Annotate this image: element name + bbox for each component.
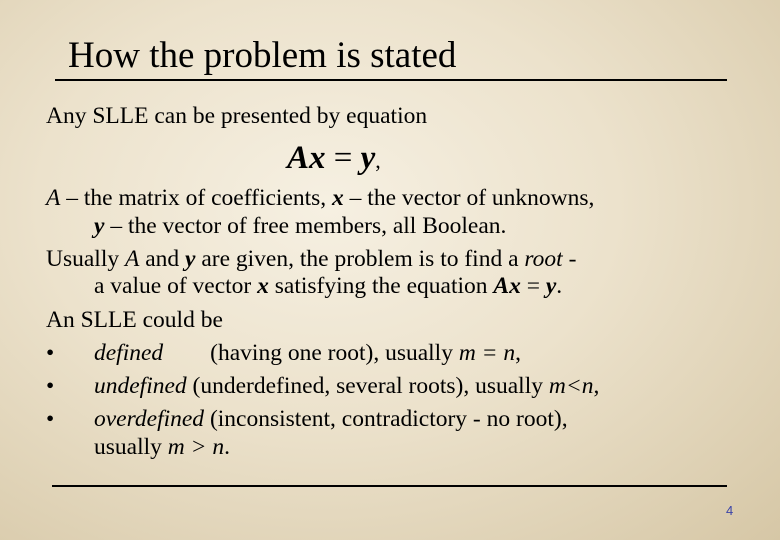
var-a: A	[46, 185, 61, 211]
usual-eq-ax: Ax	[493, 273, 521, 299]
slide-title: How the problem is stated	[68, 35, 457, 76]
usual-eq-mid: =	[520, 273, 546, 299]
usual-line-2	[94, 272, 562, 300]
usual-p1: Usually	[46, 246, 125, 272]
overdefined-condition-line	[94, 433, 230, 461]
equation-operator: =	[325, 140, 361, 176]
bullet-desc: (having one root), usually	[210, 340, 459, 366]
usual-var-y: y	[185, 246, 196, 272]
intro-text: Any SLLE can be presented by equation	[46, 103, 428, 129]
usual-p4: -	[562, 246, 577, 272]
root-word: root	[524, 246, 563, 272]
bullet-term: defined	[94, 340, 164, 366]
bullet-desc: (underdefined, several roots), usually	[192, 373, 549, 399]
page-number: 4	[726, 503, 734, 518]
usual-var-x: x	[257, 273, 269, 299]
equation-rhs: y	[360, 140, 376, 176]
usual-line-1	[46, 245, 576, 273]
var-x: x	[332, 185, 344, 211]
bullet-item-undefined	[94, 372, 599, 400]
equation-lhs: Ax	[287, 140, 326, 176]
bullet-item-defined	[94, 339, 521, 367]
bullet-condition: m = n	[458, 340, 516, 366]
could-be-text: An SLLE could be	[46, 307, 223, 333]
def-x-text: – the vector of unknowns,	[343, 185, 595, 211]
usual-p2: and	[139, 246, 186, 272]
bullet-term: overdefined	[94, 406, 205, 432]
intro-line	[46, 102, 427, 130]
usual-p7: .	[556, 273, 563, 299]
main-equation	[287, 138, 381, 181]
var-y: y	[94, 213, 105, 239]
usual-p5: a value of vector	[94, 273, 258, 299]
bullet-condition: m<n	[548, 373, 594, 399]
bullet-dot-1: •	[46, 340, 55, 366]
bullet-dot-3: •	[46, 406, 55, 432]
bullet-desc: (inconsistent, contradictory - no root),	[209, 406, 568, 432]
definition-line-1	[46, 184, 594, 212]
usual-var-a: A	[124, 246, 140, 272]
last-prefix: usually	[94, 434, 168, 460]
bullet-desc-end: ,	[593, 373, 600, 399]
definition-line-2	[94, 212, 506, 240]
bullet-item-overdefined	[94, 405, 568, 433]
bullet-dot-2: •	[46, 373, 55, 399]
last-condition: m > n	[167, 434, 225, 460]
def-a-text: – the matrix of coefficients,	[60, 185, 333, 211]
def-y-text: – the vector of free members, all Boolean.	[104, 213, 507, 239]
bullet-term: undefined	[94, 373, 187, 399]
bullet-desc-end: ,	[515, 340, 522, 366]
usual-eq-y: y	[545, 273, 557, 299]
usual-p6: satisfying the equation	[268, 273, 494, 299]
title-underline	[55, 79, 727, 81]
usual-p3: are given, the problem is to find a	[195, 246, 525, 272]
equation-comma: ,	[375, 148, 381, 173]
last-suffix: .	[224, 434, 230, 460]
footer-rule	[52, 485, 727, 487]
could-be-line	[46, 306, 223, 334]
bullet-gap	[163, 340, 210, 366]
